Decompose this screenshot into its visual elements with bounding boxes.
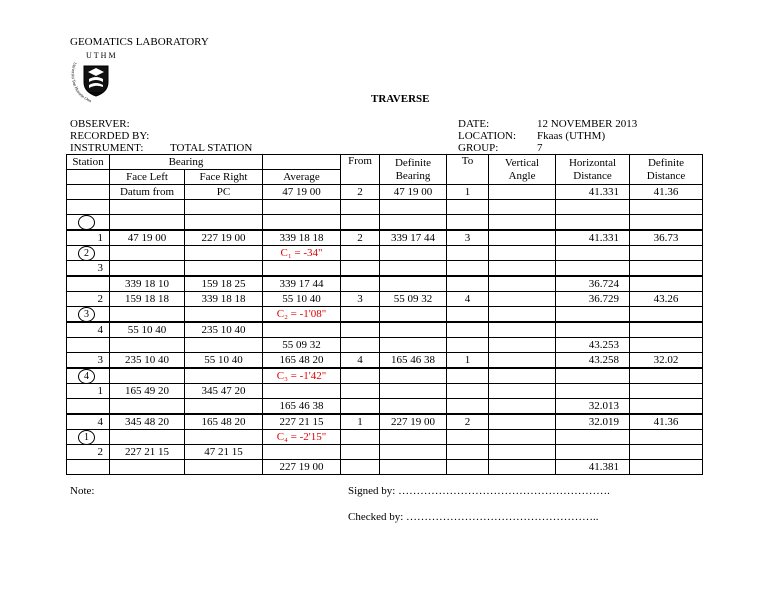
vertical-angle-cell xyxy=(489,384,556,399)
face-left-cell xyxy=(110,261,185,277)
horizontal-distance-cell: 43.258 xyxy=(556,353,630,369)
definite-bearing-cell xyxy=(380,261,447,277)
checked-by-dots: …………………………………………….. xyxy=(406,511,599,523)
face-right-cell xyxy=(185,430,263,445)
from-cell xyxy=(341,368,380,384)
table-row xyxy=(67,230,703,246)
page-title: TRAVERSE xyxy=(371,93,430,105)
vertical-angle-cell xyxy=(489,307,556,323)
definite-distance-cell xyxy=(630,384,703,399)
instrument-value: TOTAL STATION xyxy=(170,142,253,154)
definite-bearing-cell xyxy=(380,307,447,323)
face-right-cell: 55 10 40 xyxy=(185,353,263,369)
face-left-cell xyxy=(110,215,185,231)
horizontal-distance-cell: 41.381 xyxy=(556,460,630,475)
face-left-cell xyxy=(110,200,185,215)
from-cell: 3 xyxy=(341,292,380,307)
to-cell xyxy=(447,338,489,353)
definite-bearing-cell xyxy=(380,430,447,445)
vertical-angle-cell xyxy=(489,276,556,292)
signed-by-label: Signed by: xyxy=(348,485,396,497)
average-cell: 165 48 20 xyxy=(263,353,341,369)
vertical-angle-cell xyxy=(489,430,556,445)
blank-header-cell xyxy=(67,170,110,185)
datum-face-right: PC xyxy=(185,185,263,200)
definite-bearing-cell xyxy=(380,460,447,475)
station-cell xyxy=(67,399,110,415)
definite-bearing-cell xyxy=(380,384,447,399)
station-cell xyxy=(67,338,110,353)
average-cell: 165 46 38 xyxy=(263,399,341,415)
horizontal-distance-header: Horizontal Distance xyxy=(556,155,630,185)
vertical-angle-cell xyxy=(489,399,556,415)
vertical-angle-cell xyxy=(489,445,556,460)
definite-distance-cell: 32.02 xyxy=(630,353,703,369)
from-cell xyxy=(341,200,380,215)
face-right-cell xyxy=(185,338,263,353)
vertical-angle-cell xyxy=(489,460,556,475)
from-cell xyxy=(341,261,380,277)
from-cell xyxy=(341,307,380,323)
station-circle: 4 xyxy=(78,369,95,384)
definite-distance-cell xyxy=(630,368,703,384)
face-left-cell: 235 10 40 xyxy=(110,353,185,369)
definite-bearing-cell xyxy=(380,368,447,384)
observer-label: OBSERVER: xyxy=(70,118,130,130)
definite-distance-cell xyxy=(630,215,703,231)
average-cell xyxy=(263,215,341,231)
station-cell xyxy=(67,230,110,246)
horizontal-distance-cell: 32.013 xyxy=(556,399,630,415)
from-cell: 2 xyxy=(341,230,380,246)
logo-wordmark: UTHM xyxy=(86,51,118,60)
datum-to: 1 xyxy=(447,185,489,200)
station-header: Station xyxy=(67,155,110,170)
to-cell xyxy=(447,460,489,475)
station-number: 1 xyxy=(97,384,103,397)
group-value: 7 xyxy=(537,142,543,154)
date-label: DATE: xyxy=(458,118,490,130)
horizontal-distance-cell: 36.724 xyxy=(556,276,630,292)
face-right-cell xyxy=(185,307,263,323)
vertical-angle-cell xyxy=(489,261,556,277)
definite-bearing-cell xyxy=(380,276,447,292)
to-header: To xyxy=(447,155,489,185)
traverse-table xyxy=(66,154,703,475)
from-cell xyxy=(341,399,380,415)
vertical-angle-cell xyxy=(489,414,556,430)
table-row xyxy=(67,246,703,261)
face-right-cell: 159 18 25 xyxy=(185,276,263,292)
definite-distance-cell xyxy=(630,322,703,338)
average-cell xyxy=(263,445,341,460)
definite-distance-cell xyxy=(630,307,703,323)
face-left-cell xyxy=(110,246,185,261)
face-right-cell xyxy=(185,460,263,475)
definite-bearing-cell xyxy=(380,200,447,215)
average-cell: C₁ = -34" xyxy=(263,246,341,261)
station-circle xyxy=(78,215,95,230)
face-right-cell xyxy=(185,261,263,277)
lab-title: GEOMATICS LABORATORY xyxy=(70,36,209,48)
from-cell xyxy=(341,445,380,460)
average-cell xyxy=(263,384,341,399)
table-row xyxy=(67,353,703,369)
station-cell xyxy=(67,307,110,323)
table-row xyxy=(67,384,703,399)
face-right-cell xyxy=(185,399,263,415)
signed-by-line xyxy=(348,485,610,497)
bearing-header: Bearing xyxy=(110,155,263,170)
average-cell: C₃ = -1'42" xyxy=(263,368,341,384)
to-cell xyxy=(447,276,489,292)
face-left-header: Face Left xyxy=(110,170,185,185)
face-left-cell xyxy=(110,368,185,384)
average-cell: 227 21 15 xyxy=(263,414,341,430)
vertical-angle-cell xyxy=(489,200,556,215)
from-cell xyxy=(341,215,380,231)
uthm-logo-icon xyxy=(64,48,128,106)
from-cell xyxy=(341,338,380,353)
horizontal-distance-cell: 32.019 xyxy=(556,414,630,430)
datum-definite-bearing: 47 19 00 xyxy=(380,185,447,200)
datum-row xyxy=(67,185,703,200)
definite-bearing-cell xyxy=(380,215,447,231)
horizontal-distance-cell xyxy=(556,445,630,460)
to-cell xyxy=(447,261,489,277)
group-label: GROUP: xyxy=(458,142,499,154)
definite-bearing-cell xyxy=(380,445,447,460)
vertical-angle-cell xyxy=(489,215,556,231)
table-row xyxy=(67,261,703,277)
datum-from: 2 xyxy=(341,185,380,200)
face-right-cell: 345 47 20 xyxy=(185,384,263,399)
horizontal-distance-cell xyxy=(556,368,630,384)
definite-distance-cell xyxy=(630,246,703,261)
face-left-cell xyxy=(110,460,185,475)
definite-distance-cell: 41.36 xyxy=(630,414,703,430)
station-cell xyxy=(67,368,110,384)
definite-distance-cell xyxy=(630,399,703,415)
vertical-angle-cell xyxy=(489,338,556,353)
average-cell xyxy=(263,261,341,277)
average-cell: C₂ = -1'08" xyxy=(263,307,341,323)
station-cell xyxy=(67,445,110,460)
table-row xyxy=(67,307,703,323)
face-left-cell: 55 10 40 xyxy=(110,322,185,338)
face-left-cell: 227 21 15 xyxy=(110,445,185,460)
datum-face-left: Datum from xyxy=(110,185,185,200)
table-row xyxy=(67,460,703,475)
average-cell: 55 09 32 xyxy=(263,338,341,353)
face-left-cell: 159 18 18 xyxy=(110,292,185,307)
face-right-cell xyxy=(185,200,263,215)
to-cell: 2 xyxy=(447,414,489,430)
definite-bearing-cell: 339 17 44 xyxy=(380,230,447,246)
horizontal-distance-cell xyxy=(556,261,630,277)
station-number: 2 xyxy=(97,292,103,305)
station-circle: 1 xyxy=(78,430,95,445)
station-cell xyxy=(67,276,110,292)
definite-bearing-cell: 227 19 00 xyxy=(380,414,447,430)
average-cell: 55 10 40 xyxy=(263,292,341,307)
table-row xyxy=(67,430,703,445)
station-cell xyxy=(67,246,110,261)
vertical-angle-cell xyxy=(489,368,556,384)
definite-distance-cell xyxy=(630,261,703,277)
definite-distance-cell: 43.26 xyxy=(630,292,703,307)
datum-vertical-angle xyxy=(489,185,556,200)
station-cell xyxy=(67,261,110,277)
station-cell xyxy=(67,430,110,445)
from-cell: 1 xyxy=(341,414,380,430)
face-right-cell: 165 48 20 xyxy=(185,414,263,430)
datum-average: 47 19 00 xyxy=(263,185,341,200)
table-row xyxy=(67,338,703,353)
checked-by-line xyxy=(348,511,599,523)
face-left-cell: 339 18 10 xyxy=(110,276,185,292)
face-right-cell: 47 21 15 xyxy=(185,445,263,460)
horizontal-distance-cell xyxy=(556,430,630,445)
face-left-cell: 165 49 20 xyxy=(110,384,185,399)
definite-distance-cell xyxy=(630,445,703,460)
average-header: Average xyxy=(263,170,341,185)
date-value: 12 NOVEMBER 2013 xyxy=(537,118,638,130)
face-left-cell xyxy=(110,399,185,415)
average-cell: 339 17 44 xyxy=(263,276,341,292)
from-cell xyxy=(341,460,380,475)
to-cell xyxy=(447,368,489,384)
from-header: From xyxy=(341,155,380,185)
face-left-cell: 47 19 00 xyxy=(110,230,185,246)
location-label: LOCATION: xyxy=(458,130,517,142)
to-cell xyxy=(447,246,489,261)
vertical-angle-cell xyxy=(489,230,556,246)
to-cell: 4 xyxy=(447,292,489,307)
from-cell xyxy=(341,276,380,292)
station-number: 3 xyxy=(97,261,103,274)
face-right-cell xyxy=(185,368,263,384)
horizontal-distance-cell xyxy=(556,384,630,399)
face-right-header: Face Right xyxy=(185,170,263,185)
station-number: 4 xyxy=(97,415,103,428)
average-cell: 339 18 18 xyxy=(263,230,341,246)
recorded-by-label: RECORDED BY: xyxy=(70,130,150,142)
from-cell xyxy=(341,322,380,338)
to-cell xyxy=(447,430,489,445)
from-cell xyxy=(341,384,380,399)
definite-bearing-cell xyxy=(380,399,447,415)
definite-distance-cell xyxy=(630,430,703,445)
to-cell xyxy=(447,445,489,460)
to-cell xyxy=(447,215,489,231)
station-number: 3 xyxy=(97,353,103,366)
to-cell xyxy=(447,384,489,399)
datum-station-cell xyxy=(67,185,110,200)
face-right-cell: 235 10 40 xyxy=(185,322,263,338)
station-cell xyxy=(67,460,110,475)
face-left-cell xyxy=(110,307,185,323)
station-circle: 2 xyxy=(78,246,95,261)
vertical-angle-cell xyxy=(489,353,556,369)
checked-by-label: Checked by: xyxy=(348,511,404,523)
average-cell: 227 19 00 xyxy=(263,460,341,475)
datum-definite-distance: 41.36 xyxy=(630,185,703,200)
definite-bearing-cell xyxy=(380,338,447,353)
location-value: Fkaas (UTHM) xyxy=(537,130,606,142)
horizontal-distance-cell xyxy=(556,322,630,338)
to-cell xyxy=(447,307,489,323)
definite-bearing-cell: 55 09 32 xyxy=(380,292,447,307)
station-cell xyxy=(67,292,110,307)
face-right-cell xyxy=(185,215,263,231)
definite-distance-cell xyxy=(630,200,703,215)
station-number: 4 xyxy=(97,323,103,336)
from-cell: 4 xyxy=(341,353,380,369)
face-right-cell xyxy=(185,246,263,261)
instrument-label: INSTRUMENT: xyxy=(70,142,144,154)
station-circle: 3 xyxy=(78,307,95,322)
from-cell xyxy=(341,246,380,261)
to-cell xyxy=(447,322,489,338)
definite-bearing-header: Definite Bearing xyxy=(380,155,447,185)
horizontal-distance-cell xyxy=(556,200,630,215)
vertical-angle-cell xyxy=(489,246,556,261)
station-number: 1 xyxy=(97,231,103,244)
to-cell: 1 xyxy=(447,353,489,369)
table-row xyxy=(67,200,703,215)
svg-text:Universiti Tun Hussein Onn Mal: Universiti Tun Hussein Onn xyxy=(70,61,93,104)
station-number: 2 xyxy=(97,445,103,458)
table-row xyxy=(67,414,703,430)
horizontal-distance-cell xyxy=(556,246,630,261)
face-left-cell xyxy=(110,338,185,353)
average-cell xyxy=(263,322,341,338)
vertical-angle-cell xyxy=(489,292,556,307)
table-row xyxy=(67,276,703,292)
to-cell xyxy=(447,200,489,215)
definite-bearing-cell xyxy=(380,322,447,338)
table-row xyxy=(67,368,703,384)
signed-by-dots: …………………………………………………. xyxy=(398,485,610,497)
station-cell xyxy=(67,414,110,430)
table-row xyxy=(67,292,703,307)
definite-distance-header: Definite Distance xyxy=(630,155,703,185)
horizontal-distance-cell: 41.331 xyxy=(556,230,630,246)
face-left-cell: 345 48 20 xyxy=(110,414,185,430)
note-label: Note: xyxy=(70,485,95,497)
table-row xyxy=(67,445,703,460)
horizontal-distance-cell xyxy=(556,215,630,231)
definite-distance-cell xyxy=(630,460,703,475)
station-cell xyxy=(67,384,110,399)
to-cell xyxy=(447,399,489,415)
face-right-cell: 339 18 18 xyxy=(185,292,263,307)
definite-distance-cell xyxy=(630,338,703,353)
datum-horizontal-distance: 41.331 xyxy=(556,185,630,200)
average-cell: C₄ = -2'15" xyxy=(263,430,341,445)
to-cell: 3 xyxy=(447,230,489,246)
vertical-angle-cell xyxy=(489,322,556,338)
face-left-cell xyxy=(110,430,185,445)
station-cell xyxy=(67,200,110,215)
blank-header-cell xyxy=(263,155,341,170)
station-cell xyxy=(67,215,110,231)
station-cell xyxy=(67,322,110,338)
definite-bearing-cell: 165 46 38 xyxy=(380,353,447,369)
header-row-1 xyxy=(67,155,703,170)
from-cell xyxy=(341,430,380,445)
horizontal-distance-cell: 36.729 xyxy=(556,292,630,307)
station-cell xyxy=(67,353,110,369)
horizontal-distance-cell xyxy=(556,307,630,323)
table-row xyxy=(67,322,703,338)
horizontal-distance-cell: 43.253 xyxy=(556,338,630,353)
vertical-angle-header: Vertical Angle xyxy=(489,155,556,185)
table-row xyxy=(67,399,703,415)
definite-bearing-cell xyxy=(380,246,447,261)
average-cell xyxy=(263,200,341,215)
definite-distance-cell: 36.73 xyxy=(630,230,703,246)
face-right-cell: 227 19 00 xyxy=(185,230,263,246)
table-row xyxy=(67,215,703,231)
definite-distance-cell xyxy=(630,276,703,292)
